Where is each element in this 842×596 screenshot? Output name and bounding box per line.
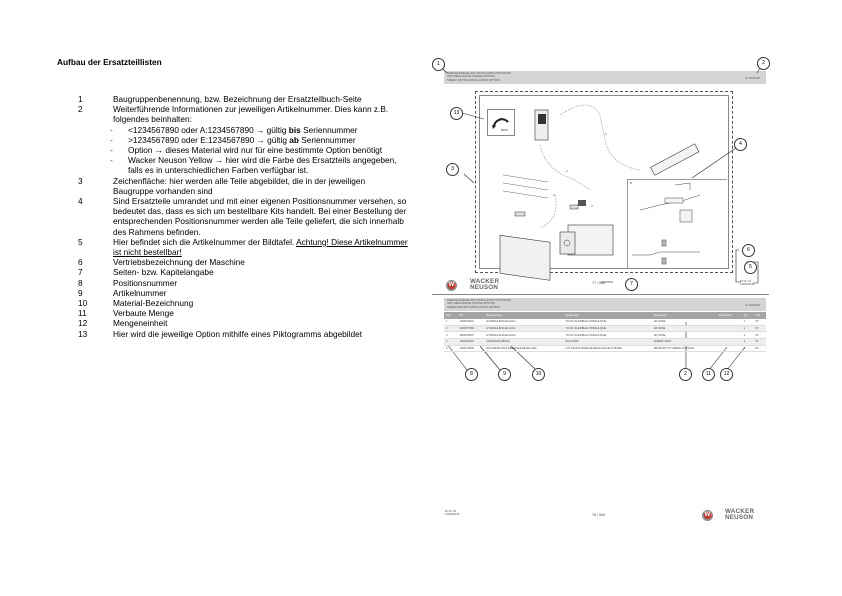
cell-pos: 1 [444,319,457,325]
legend-text-main: Weiterführende Informationen zur jeweiligen Artikelnummer. Dies kann z.B. folgendes beinhalten: [113,104,389,125]
part-label: 4 [591,204,593,208]
cell-qty: 2 [742,339,754,346]
hose-line-2 [540,145,590,190]
fitting-connector [578,200,586,206]
legend-sub-pre: >1234567890 oder E:1234567890 → gültig [128,134,290,145]
hydraulic-pump [560,225,613,255]
callout-3: 3 [446,163,459,176]
hose-line-3 [540,195,556,228]
legend-number: 12 [78,318,88,329]
cell-pos: 4 [444,339,457,346]
control-valve-block [500,175,550,280]
callout-2: 2 [757,57,770,70]
cell-designation: LOT DE RATTRAPAGE RÉGLAGE DE VITESSE [563,345,651,352]
legend-number: 7 [78,267,83,278]
footer-machine-name: ET16 / 01 [445,510,457,513]
legend-sub-pre: <1234567890 oder A:1234567890 → gültig [128,124,289,135]
machine-name: ET16 / 01 [740,280,752,283]
legend-text-main: Hier wird die jeweilige Option mithilfe eines Piktogramms abgebildet [113,328,363,339]
legend-sub-post: Seriennummer [300,124,358,135]
part-label: 1 [605,132,607,136]
footer-brand-name [725,509,754,520]
legend-number: 13 [78,328,88,339]
table-row [444,325,766,332]
list-page-number: 78 / 540 [592,513,605,517]
cell-qty: 1 [742,332,754,339]
fitting [570,205,578,209]
legend-number: 11 [78,308,87,319]
cell-no: 1000079021 [457,319,484,325]
fitting [515,212,525,216]
footer-brand-line-2: NEUSON [725,513,754,521]
cell-designation: TUYAU FLEXIBLE HYDRAULIQUE [563,332,651,339]
assembly-name-en: SPEED CONTROL INSTALLATION (OPTION) [447,78,501,82]
drawing-number: 1000269146 [740,283,755,287]
parts-list-header-bar [444,298,766,311]
brand-logo-icon: W [446,280,457,291]
legend-number: 6 [78,257,83,268]
cell-bezeichnung: HYDRAULIKSCHLAUCH [484,332,563,339]
footer-brand-logo-icon: W [702,510,713,521]
table-row [444,332,766,339]
legend-number: 1 [78,94,83,104]
brand-line-1: WACKER [470,278,500,285]
assembly-name-fr: INST. REGLAGE DE VITESSE (OPTION) [447,75,495,79]
legend-number: 8 [78,277,83,288]
legend-text-main: Artikelnummer [113,287,167,298]
col-unit: Unit [753,312,766,319]
solenoid-coil [538,114,546,124]
kit-parts [632,183,700,264]
legend-text-main: Mengeneinheit [113,318,168,329]
cell-description: SCREW JOINT [652,339,717,346]
callout-13: 13 [450,107,463,120]
cell-information [717,332,742,339]
col-no: No. [457,312,484,319]
list-assembly-name-fr: INST. REGLAGE DE VITESSE (OPTION) [447,302,495,306]
legend-text-main: Verbaute Menge [113,308,174,319]
callout-2b: 2 [679,368,692,381]
part-label: 2 [566,169,568,173]
footer-brand-line-1: WACKER [725,508,755,515]
callout-7: 7 [625,278,638,291]
kit-position-label: 5 [630,181,632,185]
col-pos: Pos. [444,312,457,319]
bullet-dash: - [110,145,113,156]
cell-qty: 1 [742,325,754,332]
cell-unit: ST [753,332,766,339]
parts-table-header [444,312,766,319]
legend-sub-bold: bis [288,124,301,135]
hose-line-1 [560,105,640,170]
cell-description: HP HOSE [652,325,717,332]
page-divider [432,294,769,295]
callout-leader-13 [462,113,484,119]
cell-qty: 1 [742,319,754,325]
cell-no: 1000079207 [457,332,484,339]
cell-pos: 3 [444,332,457,339]
bullet-dash: - [110,134,113,145]
cell-unit: ST [753,325,766,332]
cell-no: 1000077969 [457,325,484,332]
hydraulic-cylinder [651,144,699,175]
cell-designation: TUYAU FLEXIBLE HYDRAULIQUE [563,319,651,325]
legend-sub-post: Seriennummer [298,134,356,145]
bullet-dash: - [110,124,113,135]
list-assembly-name-de: DREHZAHLREGELUNG INSTALLATION (OPTION)/SP [447,299,511,302]
callout-leader-3 [464,174,474,183]
assembly-code: E: A008104 [745,76,760,80]
legend-text-main: Positionsnummer [113,277,178,288]
cell-no: 1000015615 [457,339,484,346]
document-title: Aufbau der Ersatzteillisten [57,57,162,67]
legend-sub-pre: Wacker Neuson Yellow → hier wird die Farbe des Ersatzteils angegeben, falls es in unterschiedlichen Farben verfügbar ist. [128,155,397,176]
part-label: 3 [553,193,555,197]
list-assembly-name-en: SPEED CONTROL INSTALLATION (OPTION) [447,305,501,309]
callout-4: 4 [734,138,747,151]
cell-description: RETROFIT KIT SPEED CONTROL [652,345,717,352]
cell-bezeichnung: NACHRÜSTSATZ DREHZAHLREGELUNG [484,345,563,352]
cell-information [717,345,742,352]
legend-text-main: Material-Bezeichnung [113,298,194,309]
callout-8: 8 [465,368,478,381]
cell-no: 1000175096 [457,345,484,352]
cell-unit: ST [753,319,766,325]
cell-qty: 1 [742,345,754,352]
assembly-name-de: DREHZAHLREGELUNG INSTALLATION (OPTION)/SP [447,72,511,75]
pictogram-label: RPM [501,128,508,132]
drawing-meta [740,280,754,286]
legend-text-main: Zeichenfläche: hier werden alle Teile abgebildet, die in der jeweiligen Baugruppe vorhanden sind [113,175,366,196]
cell-unit: ST [753,339,766,346]
legend-sub-bold: ab [289,134,299,145]
legend-number: 3 [78,175,83,186]
col-description: Description [652,312,717,319]
brand-name [470,279,499,290]
callout-5: 5 [744,261,757,274]
legend-text-main: Sind Ersatzteile umrandet und mit einer eigenen Positionsnummer versehen, so bedeutet das, dass es sich um bestellbare Kits handelt. Bei einer Bestellung der entsprechenden Positionsnummer werden alle Teile geliefert, die sich innerhalb des Rahmens befinden. [113,196,407,237]
cell-description: HP HOSE [652,332,717,339]
legend-text-main: Baugruppenbenennung, bzw. Bezeichnung der Ersatzteilbuch-Seite [113,94,362,104]
legend-number: 10 [78,298,88,309]
drawing-page-number: 77 / 540 [592,281,605,285]
cell-unit: ST [753,345,766,352]
footer-drawing-number: 1000269146 [445,513,460,517]
cell-designation: RACCORD [563,339,651,346]
table-row [444,345,766,352]
col-designation: Désignation [563,312,651,319]
cell-pos: 5 [444,345,457,352]
callout-leader-4 [692,148,736,178]
brand-line-2: NEUSON [470,283,499,291]
callout-leader-1 [443,69,447,73]
callout-11: 11 [702,368,715,381]
legend-number: 4 [78,196,83,207]
cell-pos: 2 [444,325,457,332]
callout-6: 6 [742,244,755,257]
legend-sub-pre: Option → dieses Material wird nur für eine bestimmte Option benötigt [128,145,383,156]
legend-text-main: Vertriebsbezeichnung der Maschine [113,257,245,268]
cell-bezeichnung: HYDRAULIKSCHLAUCH [484,325,563,332]
cell-information [717,339,742,346]
legend-text-main: Seiten- bzw. Kapitelangabe [113,267,214,278]
legend-number: 5 [78,236,83,247]
legend-text-main: Hier befindet sich die Artikelnummer der Bildtafel. [113,236,297,247]
cell-bezeichnung: HYDRAULIKSCHLAUCH [484,319,563,325]
col-qty: Qty [742,312,754,319]
legend-warning: Achtung! Diese Artikelnummer ist nicht bestellbar! [113,236,408,258]
footer-meta [445,510,459,516]
legend-number: 2 [78,104,83,115]
col-bezeichnung: Bezeichnung [484,312,563,319]
list-assembly-code: E: A008104 [745,303,760,307]
col-information: Information [717,312,742,319]
callout-leader-6 [736,250,741,282]
bullet-dash: - [110,155,113,166]
callout-10: 10 [532,368,545,381]
cell-description: HP HOSE [652,319,717,325]
cell-designation: TUYAU FLEXIBLE HYDRAULIQUE [563,325,651,332]
legend-number: 9 [78,287,83,298]
parts-table [444,312,766,352]
cell-bezeichnung: VERSCHRAUBUNG [484,339,563,346]
cell-information [717,325,742,332]
table-row [444,339,766,346]
callout-1: 1 [432,58,445,71]
callout-9: 9 [498,368,511,381]
callout-12: 12 [720,368,733,381]
